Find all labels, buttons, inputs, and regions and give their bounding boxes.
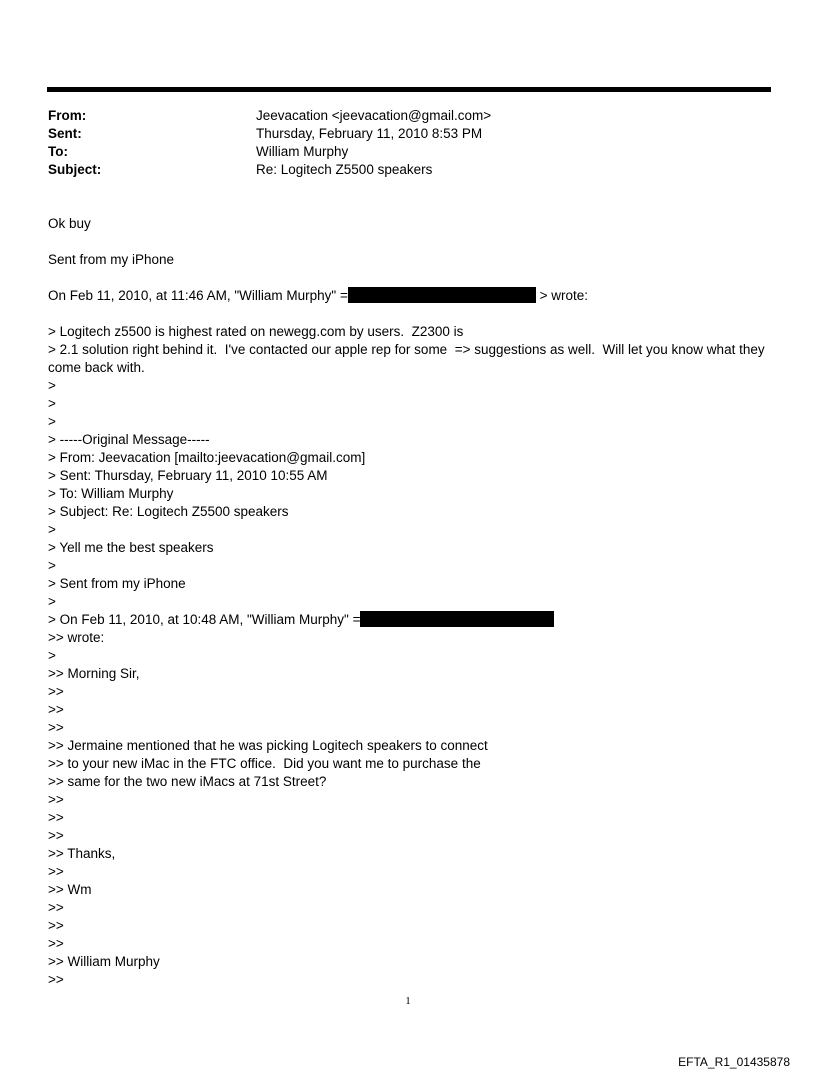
- quote-line: > Sent from my iPhone: [48, 576, 186, 591]
- quote-line: >> same for the two new iMacs at 71st Street?: [48, 774, 327, 789]
- quote-line: > Subject: Re: Logitech Z5500 speakers: [48, 504, 289, 519]
- redaction-box: [360, 611, 554, 627]
- subject-value: Re: Logitech Z5500 speakers: [256, 162, 433, 177]
- quote-line: >> Morning Sir,: [48, 666, 140, 681]
- quote-intro: [48, 287, 778, 305]
- quote-line: >> to your new iMac in the FTC office. Did you want me to purchase the: [48, 756, 481, 771]
- signature: Sent from my iPhone: [48, 252, 175, 267]
- subject-row: [48, 161, 491, 179]
- to-row: [48, 143, 491, 161]
- from-label: From:: [48, 108, 87, 123]
- sent-value: Thursday, February 11, 2010 8:53 PM: [256, 126, 483, 141]
- to-label: To:: [48, 144, 68, 159]
- email-body: [48, 215, 778, 989]
- subject-label: Subject:: [48, 162, 102, 177]
- quote-line: >>: [48, 720, 64, 735]
- quote-intro-text: On Feb 11, 2010, at 11:46 AM, "William Murphy" =: [48, 288, 348, 303]
- quote-line: > From: Jeevacation [mailto:jeevacation@gmail.com]: [48, 450, 366, 465]
- quote-line: >: [48, 378, 56, 393]
- email-header: [48, 107, 491, 179]
- quote-line: > -----Original Message-----: [48, 432, 210, 447]
- sent-label: Sent:: [48, 126, 82, 141]
- quote-line: >> Jermaine mentioned that he was picking Logitech speakers to connect: [48, 738, 488, 753]
- redaction-box: [348, 287, 536, 303]
- quote-line: > 2.1 solution right behind it. I've contacted our apple rep for some => suggestions as well. Will let you know what they come back with.: [48, 342, 769, 375]
- quote-line: >: [48, 594, 56, 609]
- quote-line: >> Thanks,: [48, 846, 116, 861]
- quote-line: >> William Murphy: [48, 954, 160, 969]
- spacer: [48, 305, 778, 323]
- quote-line: > To: William Murphy: [48, 486, 174, 501]
- to-value: William Murphy: [256, 144, 349, 159]
- quote-line: >: [48, 558, 56, 573]
- quote-intro-wrote: > wrote:: [535, 288, 589, 303]
- quote-line: >>: [48, 900, 64, 915]
- quote-line: >> Wm: [48, 882, 92, 897]
- page-number: 1: [405, 995, 411, 1007]
- quote-line: >: [48, 396, 56, 411]
- quote-line: >: [48, 522, 56, 537]
- reply-text: Ok buy: [48, 216, 91, 231]
- quote-line: > Sent: Thursday, February 11, 2010 10:55 AM: [48, 468, 328, 483]
- quote-line: >: [48, 648, 56, 663]
- spacer: [48, 233, 778, 251]
- quote-line: >>: [48, 684, 64, 699]
- quote-line: [48, 611, 778, 629]
- document-id: EFTA_R1_01435878: [678, 1055, 790, 1069]
- from-value: Jeevacation <jeevacation@gmail.com>: [256, 108, 492, 123]
- quote-line: >>: [48, 702, 64, 717]
- quote-line: >>: [48, 828, 64, 843]
- from-row: [48, 107, 491, 125]
- sent-row: [48, 125, 491, 143]
- quote-line: > Yell me the best speakers: [48, 540, 214, 555]
- quote-line: >>: [48, 936, 64, 951]
- quote-line: >>: [48, 810, 64, 825]
- quote-line: >>: [48, 864, 64, 879]
- header-rule: [47, 87, 771, 92]
- quote-line: > Logitech z5500 is highest rated on newegg.com by users. Z2300 is: [48, 324, 464, 339]
- quote-line: >: [48, 414, 56, 429]
- quote-line: >> wrote:: [48, 630, 105, 645]
- quote-line: >>: [48, 792, 64, 807]
- quote-line: >>: [48, 918, 64, 933]
- quote-line-text: > On Feb 11, 2010, at 10:48 AM, "William Murphy" =: [48, 612, 361, 627]
- quote-line: >>: [48, 972, 64, 987]
- spacer: [48, 269, 778, 287]
